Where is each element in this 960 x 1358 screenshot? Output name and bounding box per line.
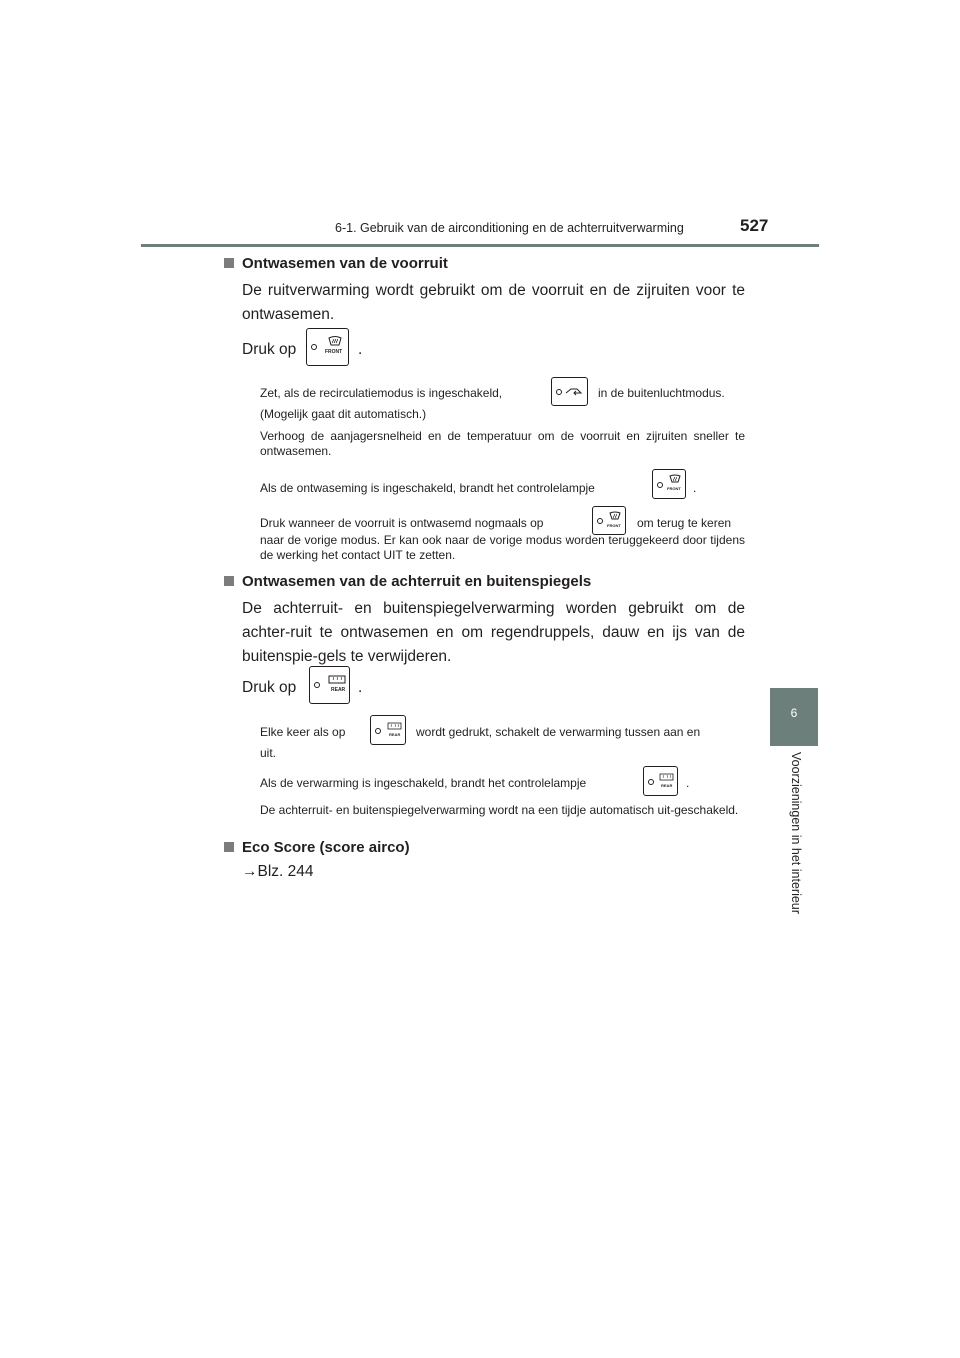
rear-note1-after: wordt gedrukt, schakelt de verwarming tussen aan en	[416, 725, 701, 739]
heading-eco-score	[224, 839, 410, 856]
rear-intro: De achterruit- en buitenspiegelverwarming worden gebruikt om de achter-ruit te ontwasemen en om regendruppels, dauw en ijs van de buitenspie-gels te verwijderen.	[242, 600, 745, 665]
page-number: 527	[740, 216, 769, 235]
front-note2: Verhoog de aanjagersnelheid en de temperatuur om de voorruit en zijruiten sneller te ontwasemen.	[260, 429, 745, 458]
chapter-tab	[770, 688, 818, 746]
front-label-indicator: FRONT	[667, 486, 681, 491]
heading-text: Eco Score (score airco)	[242, 839, 410, 856]
heading-rear-defog	[224, 573, 591, 590]
chapter-tab-title	[787, 752, 805, 922]
eco-page-reference[interactable]: →Blz. 244	[242, 863, 314, 880]
rear-note1-before: Elke keer als op	[260, 725, 346, 739]
front-intro: De ruitverwarming wordt gebruikt om de voorruit en de zijruiten voor te ontwasemen.	[242, 282, 745, 323]
recirculation-button-icon	[551, 377, 588, 406]
header-divider	[141, 244, 819, 247]
rear-note1-line2: uit.	[260, 746, 277, 760]
bullet-square-icon	[224, 258, 234, 268]
section-title: 6-1. Gebruik van de airconditioning en de achterruitverwarming	[335, 221, 684, 235]
front-defroster-button-icon	[306, 328, 349, 366]
rear-label: REAR	[331, 687, 346, 693]
rear-press-suffix: .	[358, 679, 363, 696]
heading-text: Ontwasemen van de voorruit	[242, 255, 448, 272]
front-note1-after: in de buitenluchtmodus.	[598, 386, 725, 400]
rear-defogger-button-icon	[309, 666, 350, 704]
front-indicator-icon	[652, 469, 686, 499]
bullet-square-icon	[224, 842, 234, 852]
rear-defogger-button-icon-2	[370, 715, 406, 745]
front-label-2: FRONT	[607, 523, 621, 528]
front-note1-line2: (Mogelijk gaat dit automatisch.)	[260, 407, 427, 421]
rear-label-3: REAR	[661, 783, 673, 788]
front-note1-before: Zet, als de recirculatiemodus is ingeschakeld,	[260, 386, 503, 400]
chapter-number: 6	[790, 706, 798, 720]
front-label: FRONT	[325, 349, 343, 355]
rear-indicator-icon	[643, 766, 678, 796]
front-defroster-button-icon-2	[592, 506, 626, 535]
bullet-square-icon	[224, 576, 234, 586]
heading-front-defog	[224, 255, 448, 272]
front-note4-rest: naar de vorige modus. Er kan ook naar de vorige modus worden teruggekeerd door tijdens de werking het contact UIT te zetten.	[260, 533, 745, 562]
rear-note3: De achterruit- en buitenspiegelverwarming wordt na een tijdje automatisch uit-geschakeld.	[260, 803, 739, 817]
heading-text: Ontwasemen van de achterruit en buitenspiegels	[242, 573, 592, 590]
rear-note2-after: .	[686, 776, 690, 790]
front-note4-before: Druk wanneer de voorruit is ontwasemd nogmaals op	[260, 516, 544, 530]
front-note3-after: .	[693, 481, 697, 495]
rear-press-prefix: Druk op	[242, 679, 297, 696]
front-press-suffix: .	[358, 341, 363, 358]
chapter-title: Voorzieningen in het interieur	[789, 752, 803, 914]
rear-note2-before: Als de verwarming is ingeschakeld, brandt het controlelampje	[260, 776, 587, 790]
front-note4-after: om terug te keren	[637, 516, 732, 530]
front-press-prefix: Druk op	[242, 341, 297, 358]
rear-label-2: REAR	[389, 732, 401, 737]
front-note3-before: Als de ontwaseming is ingeschakeld, brandt het controlelampje	[260, 481, 595, 495]
